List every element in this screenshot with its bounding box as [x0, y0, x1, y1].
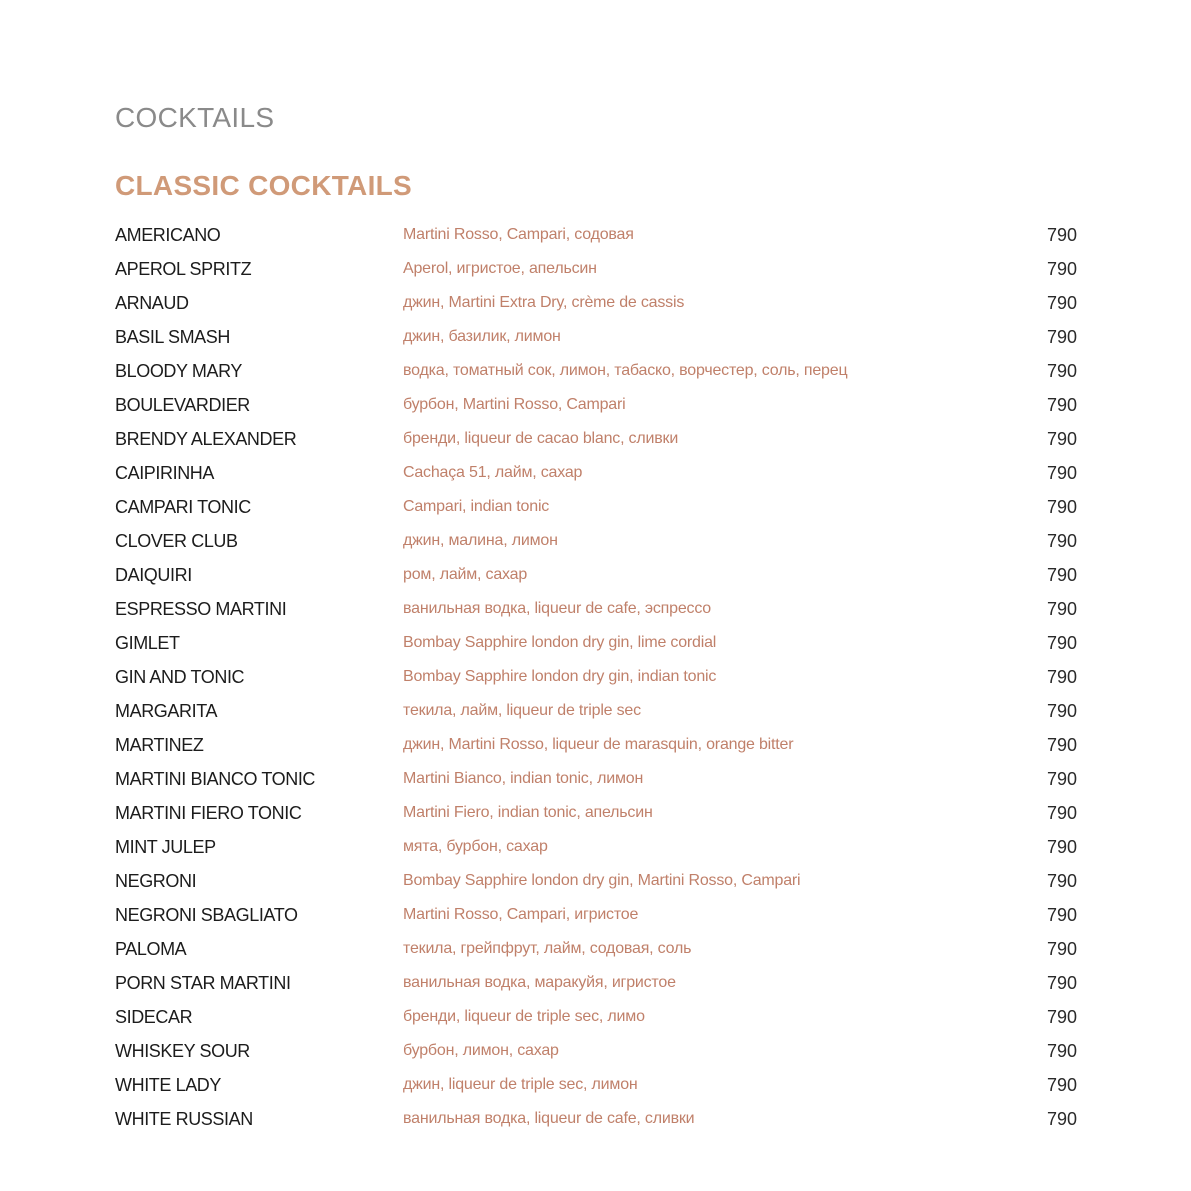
menu-item-row [115, 388, 1077, 422]
cocktail-price: 790 [1046, 531, 1077, 551]
menu-item-row [115, 524, 1077, 558]
cocktail-ingredients: Cachaça 51, лайм, сахар [403, 464, 583, 481]
menu-item-row [115, 490, 1077, 524]
cocktail-price: 790 [1046, 259, 1077, 279]
cocktail-ingredients: джин, малина, лимон [403, 532, 558, 549]
page-title: COCKTAILS [115, 102, 275, 133]
cocktail-name: NEGRONI SBAGLIATO [115, 905, 298, 925]
cocktail-ingredients: бурбон, лимон, сахар [403, 1042, 559, 1059]
cocktail-name: MINT JULEP [115, 837, 216, 857]
cocktail-ingredients: бренди, liqueur de cacao blanc, сливки [403, 430, 679, 447]
cocktail-name: AMERICANO [115, 225, 221, 245]
cocktail-price: 790 [1046, 871, 1077, 891]
cocktail-price: 790 [1046, 293, 1077, 313]
menu-item-row [115, 252, 1077, 286]
menu-item-row [115, 694, 1077, 728]
cocktail-ingredients: Bombay Sapphire london dry gin, Martini Rosso, Campari [403, 872, 801, 889]
cocktail-ingredients: бурбон, Martini Rosso, Campari [403, 396, 626, 413]
menu-item-row [115, 1034, 1077, 1068]
section-title: CLASSIC COCKTAILS [115, 170, 413, 201]
cocktail-name: PORN STAR MARTINI [115, 973, 291, 993]
cocktail-ingredients: Aperol, игристое, апельсин [403, 260, 597, 277]
cocktail-name: BASIL SMASH [115, 327, 230, 347]
cocktail-name: CAIPIRINHA [115, 463, 215, 483]
cocktail-price: 790 [1046, 905, 1077, 925]
menu-item-row [115, 932, 1077, 966]
menu-item-row [115, 218, 1077, 252]
menu-item-row [115, 1068, 1077, 1102]
cocktail-name: MARTINI BIANCO TONIC [115, 769, 316, 789]
cocktail-price: 790 [1046, 837, 1077, 857]
cocktail-name: APEROL SPRITZ [115, 259, 252, 279]
cocktail-price: 790 [1046, 701, 1077, 721]
cocktail-name: WHITE LADY [115, 1075, 222, 1095]
cocktail-price: 790 [1046, 565, 1077, 585]
menu-item-row [115, 422, 1077, 456]
cocktail-ingredients: ванильная водка, маракуйя, игристое [403, 974, 676, 991]
cocktail-name: GIN AND TONIC [115, 667, 245, 687]
menu-item-row [115, 592, 1077, 626]
cocktail-ingredients: джин, базилик, лимон [403, 328, 561, 345]
cocktail-ingredients: Bombay Sapphire london dry gin, indian tonic [403, 668, 717, 685]
cocktail-ingredients: джин, Martini Rosso, liqueur de marasquin, orange bitter [403, 736, 794, 753]
cocktail-ingredients: бренди, liqueur de triple sec, лимо [403, 1008, 645, 1025]
cocktail-ingredients: Martini Rosso, Campari, содовая [403, 226, 634, 243]
menu-item-row [115, 456, 1077, 490]
cocktail-ingredients: джин, Martini Extra Dry, crème de cassis [403, 294, 685, 311]
cocktail-ingredients: ванильная водка, liqueur de cafe, эспрессо [403, 600, 712, 617]
cocktail-name: BOULEVARDIER [115, 395, 250, 415]
cocktail-ingredients: Campari, indian tonic [403, 498, 550, 515]
menu-item-row [115, 626, 1077, 660]
cocktail-price: 790 [1046, 463, 1077, 483]
menu-item-row [115, 558, 1077, 592]
cocktail-name: PALOMA [115, 939, 187, 959]
cocktail-ingredients: джин, liqueur de triple sec, лимон [403, 1076, 638, 1093]
cocktail-price: 790 [1046, 225, 1077, 245]
cocktail-name: ESPRESSO MARTINI [115, 599, 287, 619]
cocktail-ingredients: текила, лайм, liqueur de triple sec [403, 702, 641, 719]
menu-item-row [115, 796, 1077, 830]
cocktail-price: 790 [1046, 803, 1077, 823]
cocktail-price: 790 [1046, 1007, 1077, 1027]
cocktail-menu-list [115, 218, 1077, 1136]
menu-item-row [115, 830, 1077, 864]
menu-item-row [115, 1000, 1077, 1034]
cocktail-name: GIMLET [115, 633, 180, 653]
cocktail-price: 790 [1046, 497, 1077, 517]
cocktail-name: MARTINEZ [115, 735, 204, 755]
cocktail-name: WHITE RUSSIAN [115, 1109, 253, 1129]
cocktail-price: 790 [1046, 599, 1077, 619]
cocktail-ingredients: Martini Rosso, Campari, игристое [403, 906, 639, 923]
cocktail-price: 790 [1046, 667, 1077, 687]
menu-item-row [115, 354, 1077, 388]
cocktail-price: 790 [1046, 361, 1077, 381]
cocktail-price: 790 [1046, 1041, 1077, 1061]
cocktail-ingredients: текила, грейпфрут, лайм, содовая, соль [403, 940, 692, 957]
cocktail-price: 790 [1046, 939, 1077, 959]
cocktail-name: CLOVER CLUB [115, 531, 238, 551]
cocktail-price: 790 [1046, 1075, 1077, 1095]
cocktail-price: 790 [1046, 429, 1077, 449]
menu-item-row [115, 286, 1077, 320]
cocktail-name: CAMPARI TONIC [115, 497, 251, 517]
cocktail-name: NEGRONI [115, 871, 197, 891]
menu-item-row [115, 320, 1077, 354]
cocktail-price: 790 [1046, 633, 1077, 653]
cocktail-price: 790 [1046, 327, 1077, 347]
cocktail-ingredients: Bombay Sapphire london dry gin, lime cordial [403, 634, 717, 651]
cocktail-name: WHISKEY SOUR [115, 1041, 250, 1061]
menu-item-row [115, 966, 1077, 1000]
cocktail-name: SIDECAR [115, 1007, 193, 1027]
menu-item-row [115, 762, 1077, 796]
menu-item-row [115, 1102, 1077, 1136]
cocktail-ingredients: Martini Fiero, indian tonic, апельсин [403, 804, 653, 821]
cocktail-price: 790 [1046, 1109, 1077, 1129]
cocktail-name: DAIQUIRI [115, 565, 192, 585]
menu-item-row [115, 728, 1077, 762]
cocktail-price: 790 [1046, 769, 1077, 789]
cocktail-price: 790 [1046, 973, 1077, 993]
cocktail-ingredients: водка, томатный сок, лимон, табаско, ворчестер, соль, перец [403, 362, 848, 379]
menu-item-row [115, 898, 1077, 932]
cocktail-price: 790 [1046, 395, 1077, 415]
cocktail-name: BLOODY MARY [115, 361, 242, 381]
cocktail-ingredients: ванильная водка, liqueur de cafe, сливки [403, 1110, 695, 1127]
menu-item-row [115, 864, 1077, 898]
cocktail-name: MARGARITA [115, 701, 218, 721]
cocktail-ingredients: ром, лайм, сахар [403, 566, 528, 583]
cocktail-name: ARNAUD [115, 293, 189, 313]
cocktail-ingredients: мята, бурбон, сахар [403, 838, 548, 855]
cocktail-name: MARTINI FIERO TONIC [115, 803, 302, 823]
menu-item-row [115, 660, 1077, 694]
cocktail-price: 790 [1046, 735, 1077, 755]
cocktail-ingredients: Martini Bianco, indian tonic, лимон [403, 770, 644, 787]
cocktail-name: BRENDY ALEXANDER [115, 429, 297, 449]
